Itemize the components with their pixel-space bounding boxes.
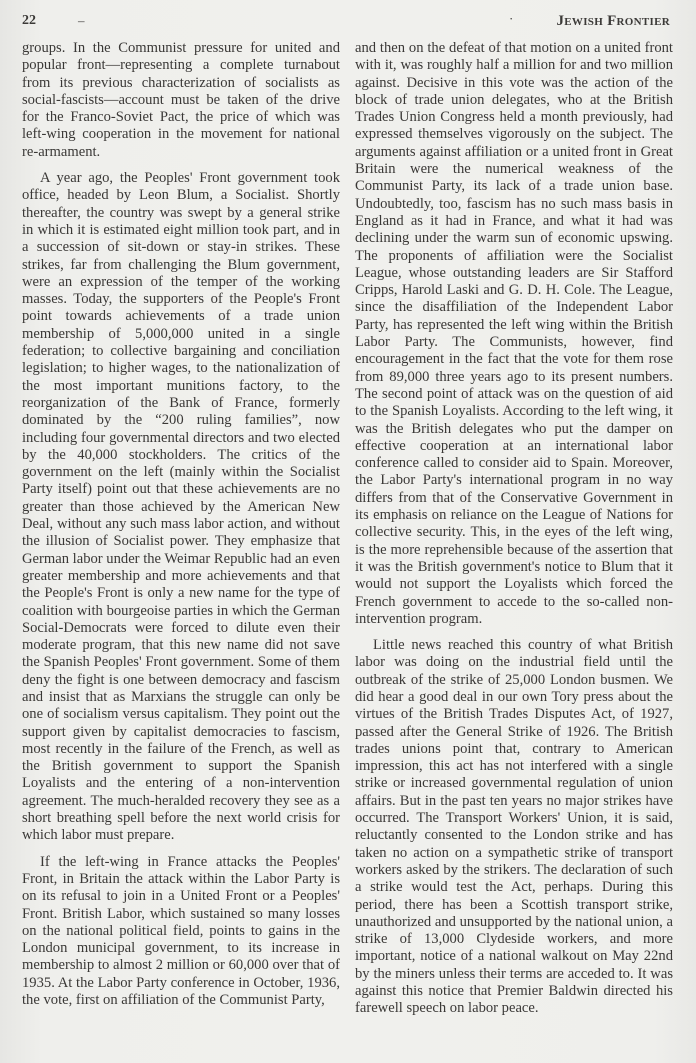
- paragraph: A year ago, the Peoples' Front government took office, headed by Leon Blum, a Socialist. Shortly thereafter, the country was swept by a general strike in which it is estimated eight million took part, and in a succession of sit-down or stay-in strikes. These strikes, far from challenging the Blum government, were an expression of the temper of the working masses. Today, the supporters of the People's Front point towards achievements of a trade union membership of 5,000,000 united in a single federation; to collective bargaining and conciliation legislation; to higher wages, to the nationalization of the most important munitions factory, to the reorganization of the Bank of France, formerly dominated by the “200 ruling families”, now including four governmental directors and two elected by the 40,000 stockholders. The critics of the government on the left (mainly within the Socialist Party itself) point out that these achievements are no greater than those achieved by the American New Deal, without any such mass labor action, and without the illusion of Socialist power. They emphasize that German labor under the Weimar Republic had an even greater membership and more achievements and that the People's Front is only a new name for the type of coalition with bourgeoise parties in which the German Social-Democrats were forced to dilute even their moderate program, that this new name did not save the Spanish Peoples' Front government. Some of them deny the fight is one between democracy and fascism and insist that as Marxians the struggle can only be one of socialism versus capitalism. They point out the support given by capitalist democracies to fascism, most recently in the failure of the French, as well as the British government to support the Spanish Loyalists and the entering of a non-intervention agreement. The much-heralded recovery they see as a short breathing spell before the next world crisis for which labor must prepare.: [22, 170, 340, 844]
- header-dash: –: [78, 13, 85, 28]
- paragraph: If the left-wing in France attacks the Peoples' Front, in Britain the attack within the Labor Party is on its refusal to join in a United Front or a Peoples' Front. British Labor, which sustained so many losses on the national political field, points to gains in the London municipal government, to its increase in membership to almost 2 million or 60,000 over that of 1935. At the Labor Party conference in October, 1936, the vote, first on affiliation of the Communist Party,: [22, 853, 340, 1009]
- right-column: [355, 40, 673, 1018]
- paragraph: Little news reached this country of what British labor was doing on the industrial field until the outbreak of the strike of 25,000 London busmen. We did hear a good deal in our own Tory press about the virtues of the British Trades Disputes Act, of 1927, passed after the General Strike of 1926. The British trades unions point that, contrary to American impression, this act has not interfered with a single strike or increased governmental regulation of union affairs. But in the past ten years no major strikes have occurred. The Transport Workers' Union, it is said, reluctantly consented to the London strike and has taken no action on a sympathetic strike of transport workers asked by the strikers. The declaration of such a strike would test the Act, perhaps. During this period, there has been a Scottish transport strike, unauthorized and unsupported by the national union, a strike of 13,000 Clydeside workers, and more important, notice of a national walkout on May 22nd by the miners unless their terms are acceded to. It was against this notice that Premier Baldwin directed his farewell speech on labor peace.: [355, 637, 673, 1017]
- journal-title: Jewish Frontier: [556, 13, 670, 29]
- running-head: [22, 13, 670, 31]
- page-number: 22: [22, 13, 36, 28]
- paragraph: groups. In the Communist pressure for united and popular front—representing a complete turnabout from its previous characterization of socialists as social-fascists—account must be taken of the drive for the Franco-Soviet Pact, the price of which was left-wing cooperation in the movement for national re-armament.: [22, 40, 340, 160]
- paragraph: and then on the defeat of that motion on a united front with it, was roughly half a million for and two million against. Decisive in this vote was the action of the block of trade union delegates, who at the British Trades Union Congress held a month previously, had expressed themselves vigorously on the subject. The arguments against affiliation or a united front in Great Britain were the numerical weakness of the Communist Party, its lack of a trade union base. Undoubtedly, too, fascism has no such mass basis in England as it had in France, and what it had was declining under the warm sun of economic upswing. The proponents of affiliation were the Socialist League, whose outstanding leaders are Sir Stafford Cripps, Harold Laski and G. D. H. Cole. The League, since the disaffiliation of the Independent Labor Party, has represented the left wing within the British Labor Party. The Communists, however, find encouragement in the fact that the vote for them rose from 89,000 three years ago to its present numbers. The second point of attack was on the question of aid to the Spanish Loyalists. According to the left wing, it was the British delegates who put the damper on effective cooperation at an international labor conference called to consider aid to Spain. Moreover, the Labor Party's international program in no way differs from that of the Conservative Government in its emphasis on reliance on the League of Nations for collective security. This, in the eyes of the left wing, is the more reprehensible because of the assertion that it was the British government's notice to Blum that it would not support the Loyalists which forced the French government to accede to the so-called non-intervention program.: [355, 40, 673, 627]
- header-dot: ·: [509, 11, 514, 26]
- left-column: [22, 40, 340, 1009]
